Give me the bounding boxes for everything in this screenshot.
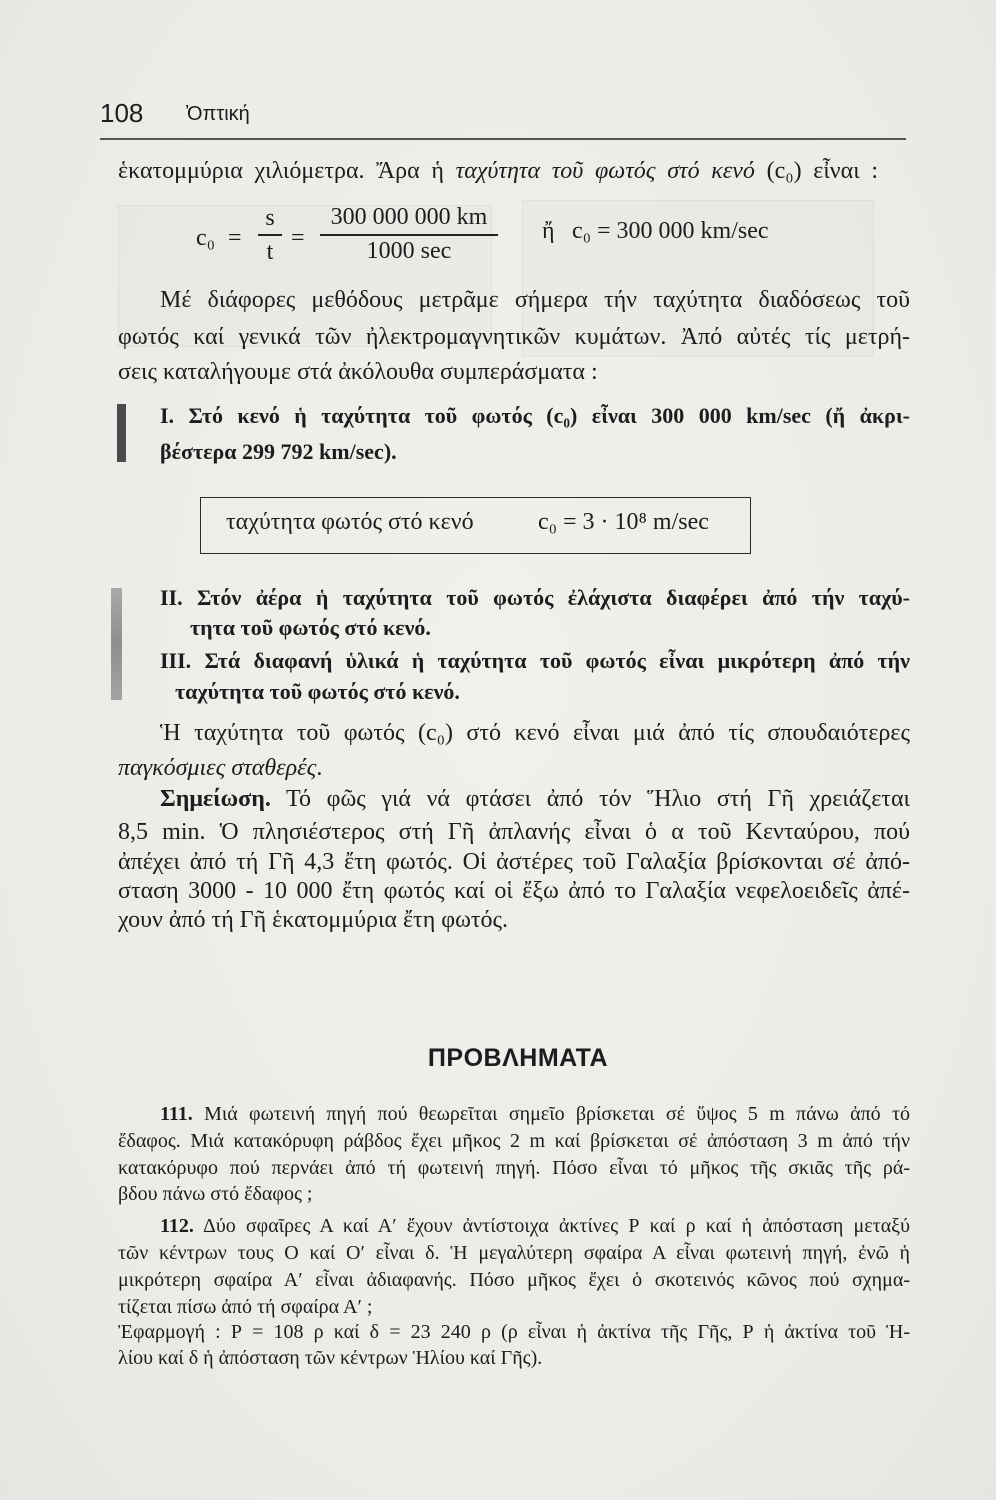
note-line: ἀπέχει ἀπό τή Γῆ 4,3 ἔτη φωτός. Οἱ ἀστέρες τοῦ Γαλαξία βρίσκονται σέ ἀπό- [118, 849, 910, 875]
problem-112-line: τῶν κέντρων τους Ο καί Ο′ εἶναι δ. Ἡ μεγαλύτερη σφαίρα Α εἶναι φωτεινή πηγή, ἐνῶ ἡ [118, 1242, 910, 1264]
header-rule [100, 138, 906, 140]
fraction-2-denominator: 1000 sec [366, 238, 452, 264]
problem-number: 112. [160, 1215, 194, 1237]
problem-number: 111. [160, 1103, 193, 1125]
problem-111-line: κατακόρυφο πού περνάει ἀπό τή φωτεινή πηγή. Πόσο εἶναι τό μῆκος τῆς σκιᾶς τῆς ρά- [118, 1157, 910, 1179]
paragraph-line: Ἡ ταχύτητα τοῦ φωτός (c₀) στό κενό εἶναι μιά ἀπό τίς σπουδαιότερες [160, 720, 910, 746]
intro-text-end: (c₀) εἶναι : [766, 158, 879, 184]
intro-italic-term: ταχύτητα τοῦ φωτός στό κενό [455, 158, 755, 184]
paragraph-line: φωτός καί γενικά τῶν ἠλεκτρομαγνητικῶν κυμάτων. Ἀπό αὐτές τίς μετρή- [118, 324, 910, 350]
boxed-equation: c₀ = 3 · 10⁸ m/sec [538, 509, 709, 535]
problem-112-application-line: Ἐφαρμογή : Ρ = 108 ρ καί δ = 23 240 ρ (ρ εἶναι ἡ ἀκτίνα τῆς Γῆς, Ρ ἡ ἀκτίνα τοῦ Ἡ- [118, 1321, 910, 1343]
problem-text: Δύο σφαῖρες Α καί Α′ ἔχουν ἀντίστοιχα ἀκτίνες Ρ καί ρ καί ἡ ἀπόσταση μεταξύ [202, 1215, 910, 1237]
note-line: σταση 3000 - 10 000 ἔτη φωτός καί οἱ ἔξω ἀπό το Γαλαξία νεφελοειδεῖς ἀπέ- [118, 878, 910, 904]
conclusion-3-line: III. Στά διαφανή ὑλικά ἡ ταχύτητα τοῦ φωτός εἶναι μικρότερη ἀπό τήν [160, 648, 910, 673]
fraction-1-numerator: s [265, 205, 275, 231]
paragraph-line: σεις καταλήγουμε στά ἀκόλουθα συμπεράσματα : [118, 359, 598, 385]
problem-112-application-line: λίου καί δ ἡ ἀπόσταση τῶν κέντρων Ἡλίου καί Γῆς). [118, 1347, 543, 1369]
conclusion-1-line: βέστερα 299 792 km/sec). [160, 439, 397, 464]
fraction-1-bar [258, 234, 282, 236]
problem-112-line [160, 1214, 910, 1238]
italic-term: παγκόσμιες σταθερές [118, 755, 317, 781]
formula-result: c₀ = 300 000 km/sec [572, 218, 769, 244]
problem-111-line: ἔδαφος. Μιά κατακόρυφη ράβδος ἔχει μῆκος 2 m καί βρίσκεται σέ ἀπόσταση 3 m ἀπό τήν [118, 1130, 910, 1152]
note-line: χουν ἀπό τή Γῆ ἑκατομμύρια ἔτη φωτός. [118, 907, 509, 933]
intro-line [118, 156, 878, 186]
conclusion-2-line: II. Στόν ἀέρα ἡ ταχύτητα τοῦ φωτός ἐλάχιστα διαφέρει ἀπό τήν ταχύ- [160, 585, 910, 610]
note-label: Σημείωση. [160, 786, 271, 812]
problem-112-line: τίζεται πίσω ἀπό τή σφαίρα Α′ ; [118, 1296, 373, 1318]
problem-111-line [160, 1102, 910, 1126]
conclusion-2-line: τητα τοῦ φωτός στό κενό. [190, 615, 431, 640]
margin-marker-bar [111, 588, 122, 700]
note-text: Τό φῶς γιά νά φτάσει ἀπό τόν Ἥλιο στή Γῆ χρειάζεται [286, 786, 910, 812]
conclusion-1-line: I. Στό κενό ἡ ταχύτητα τοῦ φωτός (c₀) εἶναι 300 000 km/sec (ἤ ἀκρι- [160, 403, 910, 428]
intro-text: ἑκατομμύρια χιλιόμετρα. Ἄρα ἡ [118, 158, 444, 184]
problem-112-line: μικρότερη σφαίρα Α′ εἶναι ἀδιαφανής. Πόσο μῆκος ἔχει ὁ σκοτεινός κῶνος πού σχημα- [118, 1269, 910, 1291]
problem-text: Μιά φωτεινή πηγή πού θεωρεῖται σημεῖο βρίσκεται σέ ὕψος 5 m πάνω ἀπό τό [204, 1103, 911, 1125]
fraction-2-numerator: 300 000 000 km [330, 204, 488, 230]
formula-equals: = [291, 225, 305, 251]
paragraph-line [118, 753, 910, 783]
note-line [160, 784, 910, 814]
problems-heading: ΠΡΟΒΛΗΜΑΤΑ [427, 1044, 609, 1072]
problem-111-line: βδου πάνω στό ἔδαφος ; [118, 1183, 313, 1205]
conclusion-3-line: ταχύτητα τοῦ φωτός στό κενό. [175, 679, 460, 704]
running-header-title: Ὀπτική [186, 103, 250, 125]
formula-equals: = [228, 225, 242, 251]
note-line: 8,5 min. Ὁ πλησιέστερος στή Γῆ ἀπλανής εἶναι ὁ α τοῦ Κενταύρου, πού [118, 819, 910, 845]
margin-marker-bar [117, 404, 126, 462]
formula-lhs: c₀ [196, 225, 216, 251]
boxed-label: ταχύτητα φωτός στό κενό [226, 509, 474, 535]
fraction-1-denominator: t [266, 239, 274, 265]
paragraph-line: Μέ διάφορες μεθόδους μετρᾶμε σήμερα τήν ταχύτητα διαδόσεως τοῦ [160, 287, 910, 313]
period: . [316, 755, 323, 781]
page-number: 108 [100, 98, 144, 128]
formula-or: ἤ [542, 218, 555, 244]
